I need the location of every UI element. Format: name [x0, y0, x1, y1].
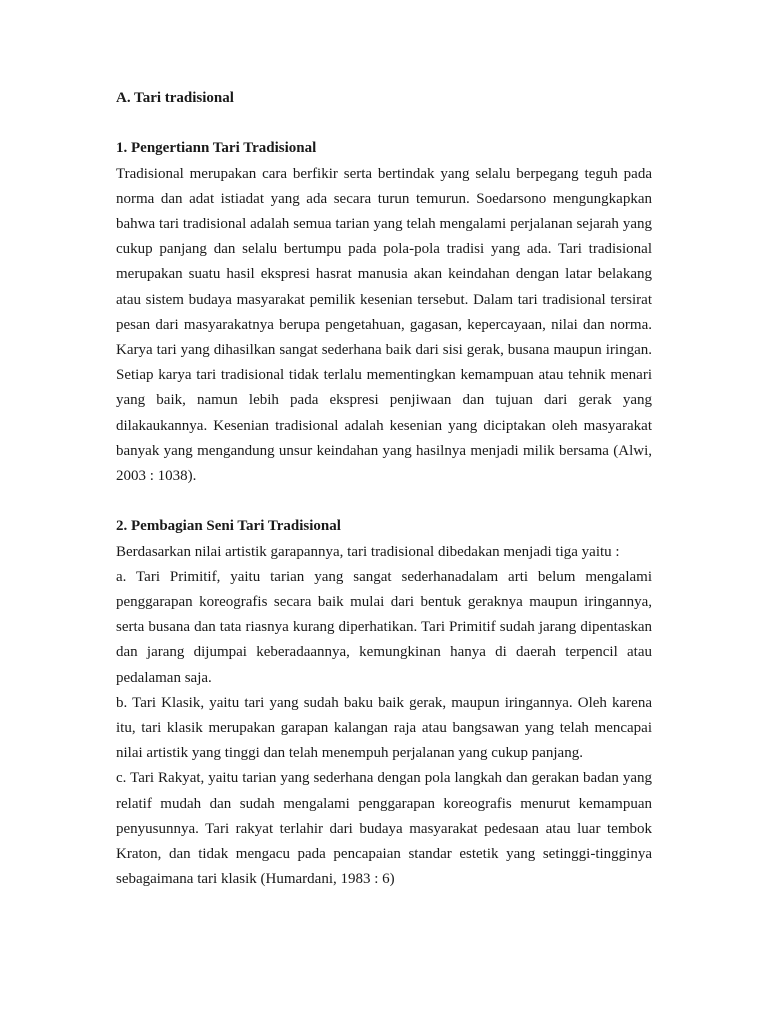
paragraph-intro: Berdasarkan nilai artistik garapannya, tari tradisional dibedakan menjadi tiga yaitu :: [116, 543, 620, 560]
paragraph-tari-primitif: a. Tari Primitif, yaitu tarian yang sangat sederhanadalam arti belum mengalami penggarapan koreografis secara baik mulai dari bentuk geraknya maupun iringannya, serta busana dan tata riasnya kurang diperhatikan. Tari Primitif sudah jarang dipentaskan dan jarang dijumpai keberadaannya, kemungkinan hanya di daerah terpencil atau pedalaman saja.: [116, 568, 652, 686]
section-pengertian: [116, 136, 652, 489]
section-spacer: [116, 489, 652, 514]
section-heading: 2. Pembagian Seni Tari Tradisional: [116, 518, 341, 535]
paragraph-tari-klasik: b. Tari Klasik, yaitu tari yang sudah baku baik gerak, maupun iringannya. Oleh karena itu, tari klasik merupakan garapan kalangan raja atau bangsawan yang telah mencapai nilai artistik yang tinggi dan telah menempuh perjalanan yang cukup panjang.: [116, 694, 652, 762]
section-heading: 1. Pengertiann Tari Tradisional: [116, 140, 317, 157]
document-page: [116, 86, 652, 892]
paragraph-tari-rakyat: c. Tari Rakyat, yaitu tarian yang sederhana dengan pola langkah dan gerakan badan yang relatif mudah dan sudah mengalami penggarapan koreografis menurut kemampuan penyusunnya. Tari rakyat terlahir dari budaya masyarakat pedesaan atau luar tembok Kraton, dan tidak mengacu pada pencapaian standar estetik yang setinggi-tingginya sebagaimana tari klasik (Humardani, 1983 : 6): [116, 770, 652, 888]
paragraph: Tradisional merupakan cara berfikir serta bertindak yang selalu berpegang teguh pada norma dan adat istiadat yang ada secara turun temurun. Soedarsono mengungkapkan bahwa tari tradisional adalah semua tarian yang telah mengalami perjalanan sejarah yang cukup panjang dan selalu bertumpu pada pola-pola tradisi yang ada. Tari tradisional merupakan suatu hasil ekspresi hasrat manusia akan keindahan dengan latar belakang atau sistem budaya masyarakat pemilik kesenian tersebut. Dalam tari tradisional tersirat pesan dari masyarakatnya berupa pengetahuan, gagasan, kepercayaan, nilai dan norma. Karya tari yang dihasilkan sangat sederhana baik dari sisi gerak, busana maupun iringan. Setiap karya tari tradisional tidak terlalu mementingkan kemampuan atau tehnik menari yang baik, namun lebih pada ekspresi penjiwaan dan tujuan dari gerak yang dilakaukannya. Kesenian tradisional adalah kesenian yang diciptakan oleh masyarakat banyak yang mengandung unsur keindahan yang hasilnya menjadi milik bersama (Alwi, 2003 : 1038).: [116, 165, 652, 485]
section-pembagian: [116, 514, 652, 892]
document-title: A. Tari tradisional: [116, 90, 234, 106]
